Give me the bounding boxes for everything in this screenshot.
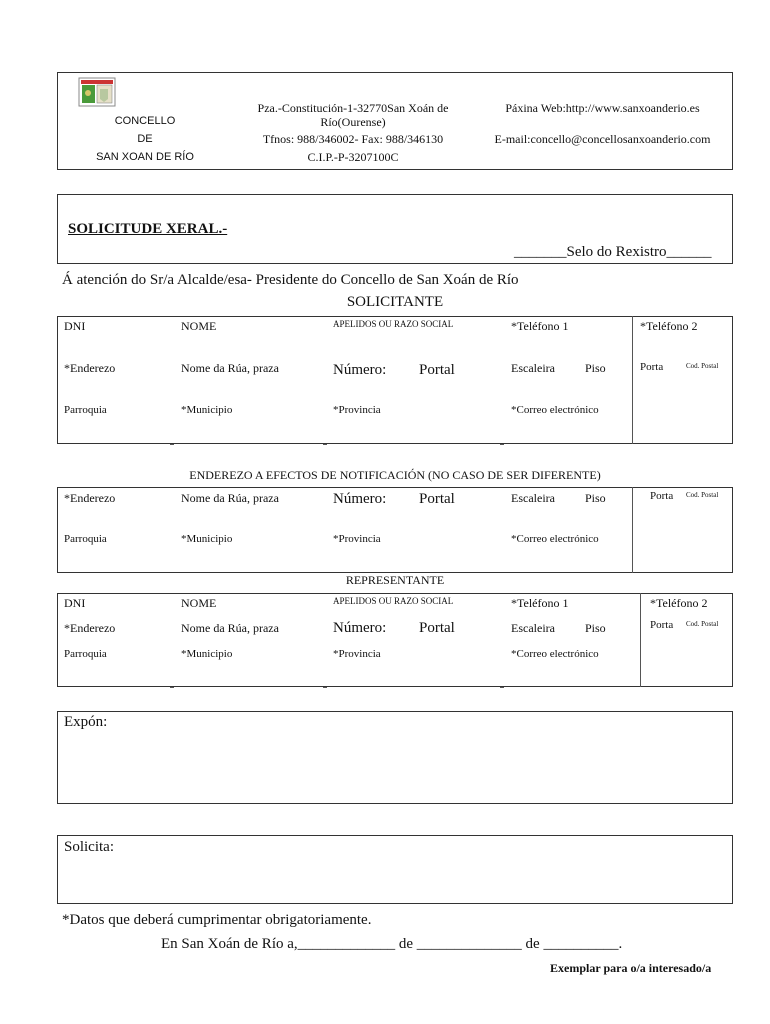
solicitante-bottom-tick: [500, 444, 504, 445]
cif: C.I.P.-P-3207100C: [307, 150, 399, 164]
website: Páxina Web:http://www.sanxoanderio.es: [505, 101, 700, 115]
not-portal-label: Portal: [419, 491, 455, 507]
not-numero-label: Número:: [333, 491, 387, 507]
address-line1: Pza.-Constitución-1-32770San Xoán de: [257, 101, 449, 115]
sol-correo-label: *Correo electrónico: [511, 404, 599, 416]
rep-cod-postal-label: Cod. Postal: [686, 620, 719, 628]
sol-escaleira-label: Escaleira: [511, 361, 555, 375]
attention-line: Á atención do Sr/a Alcalde/esa- Presidente do Concello de San Xoán de Río: [62, 272, 519, 288]
sol-numero-label: Número:: [333, 362, 387, 378]
sol-piso-label: Piso: [585, 361, 606, 375]
notificacion-divider: [632, 487, 633, 573]
concello-line3: SAN XOAN DE RÍO: [96, 151, 194, 163]
address-line2: Río(Ourense): [320, 115, 386, 129]
place-date-line: En San Xoán de Río a,_____________ de ______________ de __________.: [161, 936, 623, 952]
representante-divider: [640, 593, 641, 687]
sol-rua-label: Nome da Rúa, praza: [181, 361, 279, 375]
solicitante-bottom-tick: [170, 444, 174, 445]
rep-apelidos-label: APELIDOS OU RAZO SOCIAL: [333, 596, 454, 606]
email: E-mail:concello@concellosanxoanderio.com: [494, 132, 711, 146]
not-provincia-label: *Provincia: [333, 533, 381, 545]
expon-box[interactable]: [57, 711, 733, 804]
solicita-label: Solicita:: [64, 839, 114, 855]
rep-municipio-label: *Municipio: [181, 648, 233, 660]
registry-stamp: _______Selo do Rexistro______: [514, 244, 712, 260]
form-title: SOLICITUDE XERAL.-: [68, 221, 228, 237]
phone-fax: Tfnos: 988/346002- Fax: 988/346130: [262, 132, 444, 146]
rep-rua-label: Nome da Rúa, praza: [181, 621, 279, 635]
sol-porta-label: Porta: [640, 361, 664, 373]
not-parroquia-label: Parroquia: [64, 533, 107, 545]
rep-telefono2-label: *Teléfono 2: [650, 596, 708, 610]
rep-correo-label: *Correo electrónico: [511, 648, 599, 660]
not-porta-label: Porta: [650, 490, 674, 502]
sol-parroquia-label: Parroquia: [64, 404, 107, 416]
sol-telefono1-label: *Teléfono 1: [511, 319, 569, 333]
rep-telefono1-label: *Teléfono 1: [511, 596, 569, 610]
representante-bottom-tick: [170, 687, 174, 688]
copy-label: Exemplar para o/a interesado/a: [550, 961, 712, 975]
not-piso-label: Piso: [585, 491, 606, 505]
rep-piso-label: Piso: [585, 621, 606, 635]
solicita-box[interactable]: [57, 835, 733, 904]
expon-label: Expón:: [64, 714, 108, 730]
solicitante-heading: SOLICITANTE: [346, 294, 444, 310]
sol-nome-label: NOME: [181, 319, 217, 333]
sol-telefono2-label: *Teléfono 2: [640, 319, 698, 333]
solicitante-divider: [632, 316, 633, 444]
sol-provincia-label: *Provincia: [333, 404, 381, 416]
sol-apelidos-label: APELIDOS OU RAZO SOCIAL: [333, 319, 454, 329]
coat-of-arms-logo: [78, 77, 116, 107]
rep-dni-label: DNI: [64, 596, 86, 610]
representante-heading: REPRESENTANTE: [345, 573, 445, 587]
not-correo-label: *Correo electrónico: [511, 533, 599, 545]
rep-porta-label: Porta: [650, 619, 674, 631]
concello-line2: DE: [137, 133, 153, 145]
not-municipio-label: *Municipio: [181, 533, 233, 545]
rep-nome-label: NOME: [181, 596, 217, 610]
solicitante-bottom-tick: [323, 444, 327, 445]
not-cod-postal-label: Cod. Postal: [686, 491, 719, 499]
not-rua-label: Nome da Rúa, praza: [181, 491, 279, 505]
rep-provincia-label: *Provincia: [333, 648, 381, 660]
concello-line1: CONCELLO: [114, 115, 176, 127]
rep-parroquia-label: Parroquia: [64, 648, 107, 660]
rep-enderezo-label: *Enderezo: [64, 621, 116, 635]
rep-numero-label: Número:: [333, 620, 387, 636]
sol-portal-label: Portal: [419, 362, 455, 378]
representante-bottom-tick: [500, 687, 504, 688]
sol-dni-label: DNI: [64, 319, 86, 333]
not-enderezo-label: *Enderezo: [64, 491, 116, 505]
sol-enderezo-label: *Enderezo: [64, 361, 116, 375]
mandatory-note: *Datos que deberá cumprimentar obrigatoriamente.: [62, 912, 372, 928]
rep-escaleira-label: Escaleira: [511, 621, 555, 635]
representante-box: [57, 593, 733, 687]
sol-cod-postal-label: Cod. Postal: [686, 362, 719, 370]
sol-municipio-label: *Municipio: [181, 404, 233, 416]
representante-bottom-tick: [323, 687, 327, 688]
rep-portal-label: Portal: [419, 620, 455, 636]
notificacion-heading: ENDEREZO A EFECTOS DE NOTIFICACIÓN (NO CASO DE SER DIFERENTE): [189, 468, 601, 482]
not-escaleira-label: Escaleira: [511, 491, 555, 505]
